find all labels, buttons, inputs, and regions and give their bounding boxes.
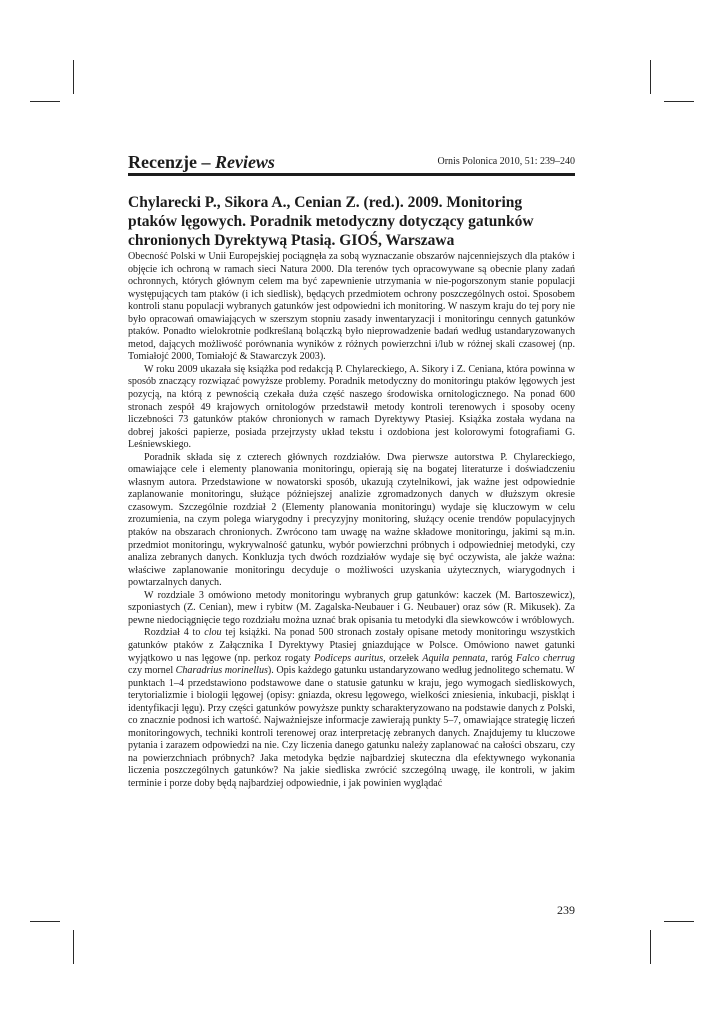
crop-mark-top-left-vertical [73, 60, 74, 94]
paragraph-text: , orzełek [383, 652, 423, 664]
italic-text: clou [204, 627, 222, 639]
paragraph-text: Obecność Polski w Unii Europejskiej pociągnęła za sobą wyznaczanie obszarów najcenniejszych dla ptaków i objęcie ich ochroną w ramach sieci Natura 2000. Dla terenów tych opracowywane są obecnie plany zadań ochronnych, których głównym celem ma być zapewnienie utrzymania w nie-pogorszonym stanie populacji występujących tam ptaków (i ich siedlisk), będących przedmiotem ochrony poszczególnych ostoi. Sposobem kontroli stanu populacji wybranych gatunków jest odpowiedni ich monitoring. W naszym kraju do tej pory nie było opracowań omawiających w szerszym stopniu zasady inwentaryzacji i monitoringu cennych gatunków ptaków. Ponadto wielokrotnie podkreślaną bolączką było nieprowadzenie badań według ustandaryzowanych metod, dających możliwość porównania wyników z różnych powierzchni i/lub w różnej skali czasowej (np. Tomiałojć 2000, Tomiałojć & Stawarczyk 2003). [128, 251, 575, 363]
crop-mark-bottom-left-vertical [73, 930, 74, 964]
paragraph-text: W roku 2009 ukazała się książka pod redakcją P. Chylareckiego, A. Sikory i Z. Ceniana, która powinna w sposób znaczący rozwiązać powyższe problemy. Poradnik metodyczny do monitoringu ptaków lęgowych jest pozycją, na którą z pewnością czekała duża część naszego środowiska ornitologicznego. Na ponad 600 stronach zespół 49 krajowych ornitologów przedstawił metody kontroli terenowych i sposoby oceny liczebności 73 gatunków ptaków chronionych w ramach Dyrektywy Ptasiej. Książka została wydana na dobrej jakości papierze, posiada przejrzysty układ tekstu i ozdobiona jest kolorowymi fotografiami G. Leśniewskiego. [128, 363, 575, 451]
review-body [128, 251, 575, 791]
section-title-english: Reviews [214, 152, 275, 172]
body-paragraph [128, 251, 575, 364]
italic-text: Charadrius morinellus [175, 665, 268, 677]
journal-citation: Ornis Polonica 2010, 51: 239–240 [437, 156, 575, 167]
body-paragraph [128, 364, 575, 452]
italic-text: Podiceps auritus [314, 652, 384, 664]
italic-text: Aquila pennata [422, 652, 486, 664]
body-paragraph [128, 452, 575, 590]
paragraph-text: tej książki. Na ponad 500 stronach zostały opisane metody monitoringu wszystkich gatunków ptaków z Załącznika I Dyrektywy Ptasiej gniazdujące w Polsce. Omówiono nawet gatunki wyjątkowo u nas lęgowe (np. perkoz rogaty [128, 627, 575, 664]
italic-text: Falco cherrug [516, 652, 575, 664]
crop-mark-bottom-right-vertical [650, 930, 651, 964]
paragraph-text: czy mornel [128, 665, 176, 677]
crop-mark-bottom-right-horizontal [664, 921, 694, 922]
crop-mark-top-right-vertical [650, 60, 651, 94]
crop-mark-bottom-left-horizontal [30, 921, 60, 922]
paragraph-text: , raróg [485, 652, 516, 664]
section-title-polish: Recenzje [128, 152, 197, 172]
page-number: 239 [557, 903, 575, 917]
section-title [128, 152, 275, 172]
crop-mark-top-right-horizontal [664, 101, 694, 102]
body-paragraph [128, 590, 575, 628]
review-title: Chylarecki P., Sikora A., Cenian Z. (red.). 2009. Monitoring ptaków lęgowych. Poradnik metodyczny dotyczący gatunków chronionych Dyrektywą Ptasią. GIOŚ, Warszawa [128, 194, 534, 249]
paragraph-text: W rozdziale 3 omówiono metody monitoringu wybranych grup gatunków: kaczek (M. Bartoszewicz), szponiastych (Z. Cenian), mew i rybitw (M. Zagalska-Neubauer i G. Neubauer) oraz sów (R. Mikusek). Za pewne niedociągnięcie tego rozdziału można uznać brak opisania tu metodyki dla siewkowców i wróblowych. [128, 589, 575, 626]
running-header [128, 152, 575, 172]
paragraph-text: Poradnik składa się z czterech głównych rozdziałów. Dwa pierwsze autorstwa P. Chylareckiego, omawiające cele i elementy planowania monitoringu, opierają się na bogatej literaturze i doświadczeniu własnym autora. Przedstawione w nowatorski sposób, ukazują czytelnikowi, jak ważne jest odpowiednie zaplanowanie monitoringu, służące późniejszej analizie zgromadzonych danych w dłuższym okresie czasowym. Szczególnie rozdział 2 (Elementy planowania monitoringu) wydaje się kluczowym w celu zrozumienia, na czym polega wiarygodny i precyzyjny monitoring, służący ocenie trendów populacyjnych ptaków na obszarach chronionych. Zwrócono tam uwagę na ważne składowe monitoringu, jakimi są m.in. przedmiot monitoringu, wykrywalność gatunku, wybór powierzchni próbnych i odpowiedniej metodyki, czy analiza zebranych danych. Konkluzja tych dwóch rozdziałów wydaje się być oczywista, ale jakże ważna: właściwe zaplanowanie monitoringu decyduje o możliwości uzyskania użytecznych, wiarygodnych i powtarzalnych danych. [128, 451, 575, 589]
section-title-separator: – [201, 152, 211, 172]
crop-mark-top-left-horizontal [30, 101, 60, 102]
paragraph-text: ). Opis każdego gatunku ustandaryzowano według jednolitego schematu. W punktach 1–4 przedstawiono podstawowe dane o statusie gatunku w kraju, jego wymogach siedliskowych, terytorializmie i biologii lęgowej (opisy: gniazda, okresu lęgowego, wielkości zniesienia, inkubacji, piskląt i identyfikacji lęgu). Przy części gatunków powyższe punkty scharakteryzowano na podstawie danych z Polski, co znacznie podnosi ich wartość. Najważniejsze informacje zawierają punkty 5–7, omawiające strategię liczeń monitoringowych, techniki kontroli terenowej oraz interpretację zebranych danych. Znajdujemy tu kluczowe pytania i zarazem odpowiedzi na nie. Czy liczenia danego gatunku należy zaplanować na całości obszaru, czy na powierzchniach próbnych? Jaka metodyka będzie najbardziej skuteczna dla efektywnego wykonania liczenia poszczególnych gatunków? Na jakie siedliska zwrócić szczególną uwagę, ile kontroli, w jakim terminie i porze doby będą najbardziej odpowiednie, i jak powinien wyglądać [128, 665, 575, 789]
paragraph-text: Rozdział 4 to [144, 627, 205, 639]
body-paragraph [128, 627, 575, 790]
header-rule [128, 173, 575, 176]
